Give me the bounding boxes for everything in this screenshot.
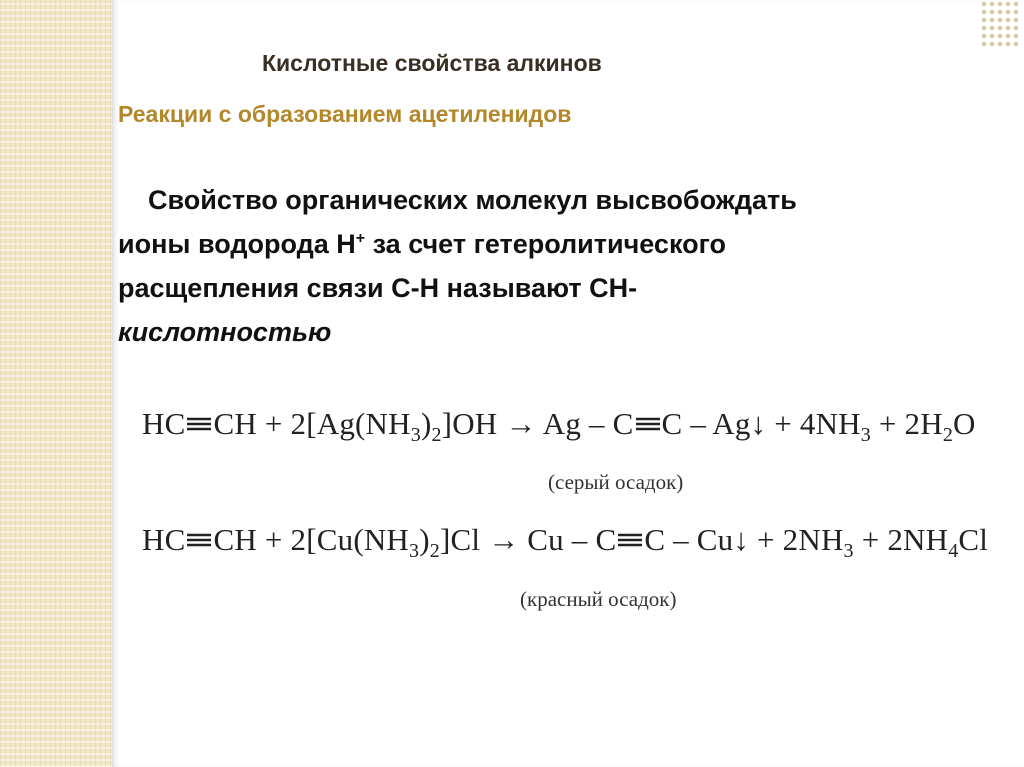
formula-subscript: 3 [410, 424, 421, 447]
formula-subscript: 2 [942, 424, 954, 447]
decorative-side-band [0, 0, 112, 767]
definition-term-italic: кислотностью [118, 317, 332, 347]
formula-subscript: 3 [843, 540, 854, 563]
formula-text: ]Cl → Cu – C [439, 522, 617, 557]
reaction-equation-copper [142, 522, 989, 563]
formula-subscript: 3 [409, 540, 420, 563]
formula-text: CH + 2[Ag(NH [213, 406, 411, 441]
definition-paragraph [118, 178, 978, 354]
formula-text: + 2H [870, 406, 943, 441]
formula-text: HC [142, 522, 186, 557]
triple-bond-icon [186, 533, 212, 547]
reaction-equation-silver [142, 406, 976, 447]
definition-line-1: Свойство органических молекул высвобождать [148, 185, 797, 215]
definition-line-2 [118, 222, 978, 266]
definition-text: за счет гетеролитического [365, 229, 726, 259]
corner-dots-decoration [980, 0, 1020, 48]
formula-text: Cl [958, 522, 989, 557]
definition-line-3: расщепления связи С-Н называют СН- [118, 273, 638, 303]
formula-subscript: 4 [948, 540, 959, 563]
formula-text: C – Cu↓ + 2NH [644, 522, 844, 557]
definition-text: ионы водорода Н [118, 229, 356, 259]
formula-text: ) [420, 406, 432, 441]
formula-text: ) [419, 522, 430, 557]
triple-bond-icon [186, 417, 212, 431]
formula-subscript: 2 [429, 540, 440, 563]
slide-title: Кислотные свойства алкинов [262, 50, 602, 76]
formula-text: C – Ag↓ + 4NH [661, 406, 861, 441]
formula-text: O [953, 406, 976, 441]
formula-text: CH + 2[Cu(NH [213, 522, 410, 557]
slide-subtitle: Реакции с образованием ацетиленидов [118, 101, 572, 127]
precipitate-note-grey: (серый осадок) [548, 470, 684, 494]
triple-bond-icon [617, 533, 643, 547]
precipitate-note-red: (красный осадок) [520, 587, 677, 611]
triple-bond-icon [635, 417, 661, 431]
superscript-plus: + [355, 230, 366, 247]
formula-subscript: 3 [860, 424, 871, 447]
formula-text: ]OH → Ag – C [441, 406, 634, 441]
formula-text: + 2NH [853, 522, 949, 557]
formula-subscript: 2 [431, 424, 442, 447]
formula-text: HC [142, 406, 186, 441]
